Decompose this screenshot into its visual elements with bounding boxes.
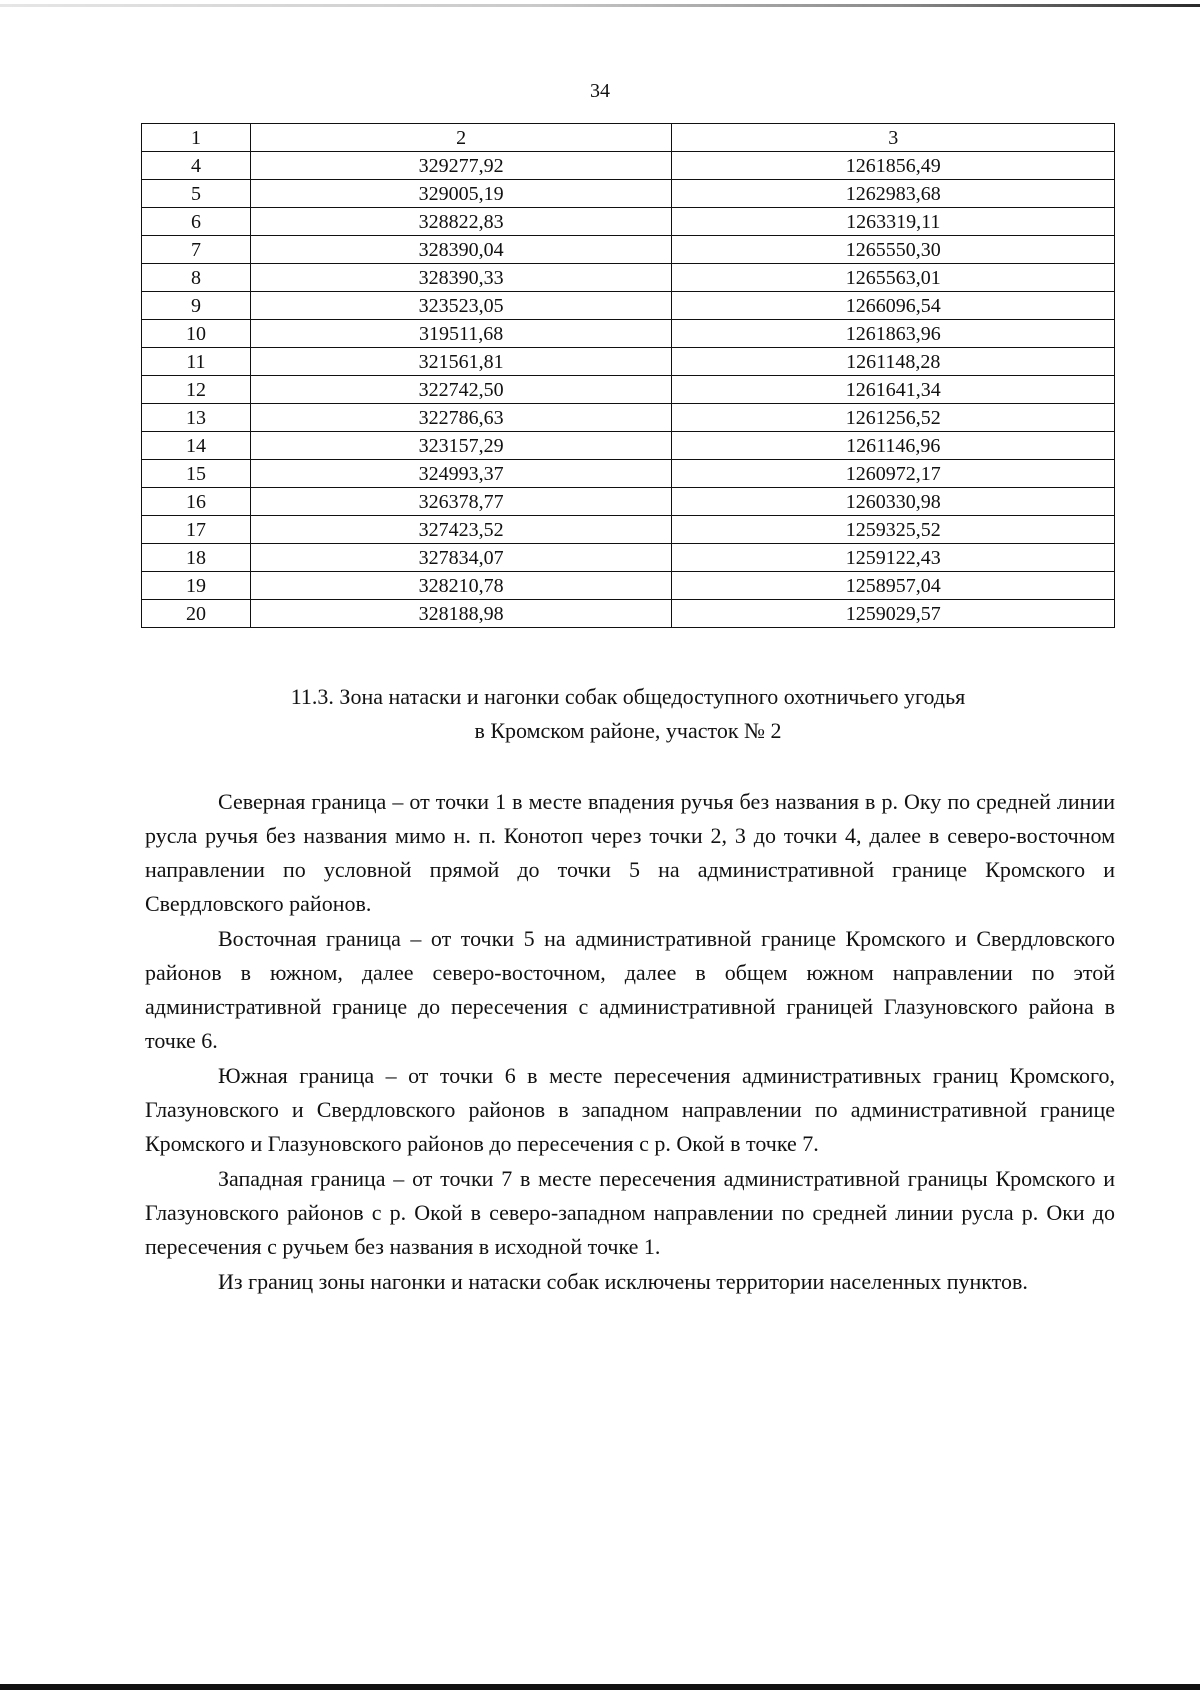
y-coordinate-cell: 1258957,04 (672, 572, 1115, 600)
point-number-cell: 19 (142, 572, 251, 600)
table-row (142, 376, 1115, 404)
x-coordinate-cell: 327834,07 (250, 544, 672, 572)
section-heading-line-1: 11.3. Зона натаски и нагонки собак общедоступного охотничьего угодья (290, 684, 966, 709)
table-row (142, 292, 1115, 320)
table-row (142, 404, 1115, 432)
point-number-cell: 14 (142, 432, 251, 460)
header-cell-point: 1 (142, 124, 251, 152)
section-heading (141, 680, 1115, 748)
point-number-cell: 10 (142, 320, 251, 348)
y-coordinate-cell: 1261856,49 (672, 152, 1115, 180)
section-body (145, 785, 1115, 1300)
point-number-cell: 15 (142, 460, 251, 488)
y-coordinate-cell: 1259122,43 (672, 544, 1115, 572)
table-row (142, 600, 1115, 628)
table-header-row (142, 124, 1115, 152)
y-coordinate-cell: 1260330,98 (672, 488, 1115, 516)
y-coordinate-cell: 1261863,96 (672, 320, 1115, 348)
y-coordinate-cell: 1260972,17 (672, 460, 1115, 488)
point-number-cell: 20 (142, 600, 251, 628)
x-coordinate-cell: 328822,83 (250, 208, 672, 236)
y-coordinate-cell: 1261148,28 (672, 348, 1115, 376)
table-row (142, 488, 1115, 516)
y-coordinate-cell: 1259325,52 (672, 516, 1115, 544)
y-coordinate-cell: 1262983,68 (672, 180, 1115, 208)
table-row (142, 516, 1115, 544)
table-row (142, 152, 1115, 180)
y-coordinate-cell: 1261146,96 (672, 432, 1115, 460)
table-row (142, 320, 1115, 348)
point-number-cell: 16 (142, 488, 251, 516)
x-coordinate-cell: 326378,77 (250, 488, 672, 516)
x-coordinate-cell: 322786,63 (250, 404, 672, 432)
coordinates-table (141, 123, 1115, 628)
x-coordinate-cell: 327423,52 (250, 516, 672, 544)
point-number-cell: 9 (142, 292, 251, 320)
y-coordinate-cell: 1261641,34 (672, 376, 1115, 404)
header-cell-x: 2 (250, 124, 672, 152)
paragraph-south-border: Южная граница – от точки 6 в месте пересечения административных границ Кромского, Глазуновского и Свердловского районов в западном направлении по административной границе Кромского и Глазуновского районов до пересечения с р. Окой в точке 7. (145, 1063, 1115, 1156)
x-coordinate-cell: 328210,78 (250, 572, 672, 600)
table-row (142, 572, 1115, 600)
y-coordinate-cell: 1261256,52 (672, 404, 1115, 432)
section-heading-line-2: в Кромском районе, участок № 2 (474, 718, 782, 743)
y-coordinate-cell: 1265563,01 (672, 264, 1115, 292)
table-row (142, 348, 1115, 376)
table-row (142, 432, 1115, 460)
x-coordinate-cell: 328188,98 (250, 600, 672, 628)
x-coordinate-cell: 329005,19 (250, 180, 672, 208)
table-row (142, 180, 1115, 208)
paragraph-exclusions: Из границ зоны нагонки и натаски собак исключены территории населенных пунктов. (218, 1269, 1028, 1294)
scan-edge-bottom (0, 1684, 1200, 1690)
x-coordinate-cell: 319511,68 (250, 320, 672, 348)
x-coordinate-cell: 328390,04 (250, 236, 672, 264)
x-coordinate-cell: 329277,92 (250, 152, 672, 180)
paragraph-west-border: Западная граница – от точки 7 в месте пересечения административной границы Кромского и Глазуновского районов с р. Окой в северо-западном направлении по средней линии русла р. Оки до пересечения с ручьем без названия в исходной точке 1. (145, 1166, 1115, 1259)
table-row (142, 460, 1115, 488)
scan-edge-top (0, 4, 1200, 7)
paragraph-north-border: Северная граница – от точки 1 в месте впадения ручья без названия в р. Оку по средней линии русла ручья без названия мимо н. п. Конотоп через точки 2, 3 до точки 4, далее в северо-восточном направлении по условной прямой до точки 5 на административной границе Кромского и Свердловского районов. (145, 789, 1115, 916)
table-row (142, 264, 1115, 292)
x-coordinate-cell: 322742,50 (250, 376, 672, 404)
y-coordinate-cell: 1263319,11 (672, 208, 1115, 236)
point-number-cell: 18 (142, 544, 251, 572)
y-coordinate-cell: 1265550,30 (672, 236, 1115, 264)
y-coordinate-cell: 1259029,57 (672, 600, 1115, 628)
point-number-cell: 8 (142, 264, 251, 292)
x-coordinate-cell: 328390,33 (250, 264, 672, 292)
table-row (142, 208, 1115, 236)
x-coordinate-cell: 323157,29 (250, 432, 672, 460)
point-number-cell: 12 (142, 376, 251, 404)
point-number-cell: 13 (142, 404, 251, 432)
point-number-cell: 6 (142, 208, 251, 236)
point-number-cell: 17 (142, 516, 251, 544)
page-number: 34 (590, 80, 610, 102)
table-row (142, 236, 1115, 264)
paragraph-east-border: Восточная граница – от точки 5 на административной границе Кромского и Свердловского районов в южном, далее северо-восточном, далее в общем южном направлении по этой административной границе до пересечения с административной границей Глазуновского района в точке 6. (145, 926, 1115, 1053)
point-number-cell: 11 (142, 348, 251, 376)
x-coordinate-cell: 321561,81 (250, 348, 672, 376)
x-coordinate-cell: 323523,05 (250, 292, 672, 320)
header-cell-y: 3 (672, 124, 1115, 152)
point-number-cell: 4 (142, 152, 251, 180)
point-number-cell: 7 (142, 236, 251, 264)
point-number-cell: 5 (142, 180, 251, 208)
y-coordinate-cell: 1266096,54 (672, 292, 1115, 320)
x-coordinate-cell: 324993,37 (250, 460, 672, 488)
table-row (142, 544, 1115, 572)
